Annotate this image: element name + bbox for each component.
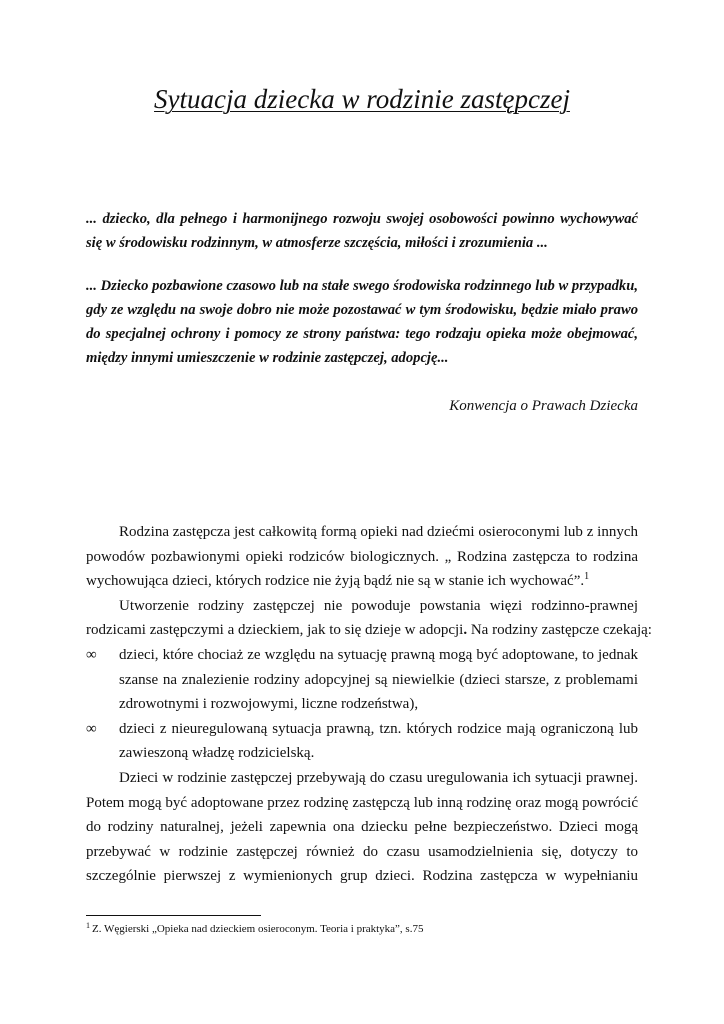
paragraph-line-text: wychowująca dzieci, których rodzice nie żyją bądź nie są w stanie ich wychować”. [86,573,585,590]
paragraph-line [86,618,652,643]
list-item [86,717,638,766]
list-item-line: szanse na znalezienie rodziny adopcyjnej są niewielkie (dzieci starsze, z problemami [119,671,638,688]
paragraph-line: przebywać w rodzinie zastępczej również do czasu usamodzielnienia się, dotyczy to [86,843,638,860]
footnote [86,921,423,937]
paragraph-line: powodów pozbawionymi opieki rodziców biologicznych. „ Rodzina zastępcza to rodzina [86,548,638,565]
body-text [86,520,652,889]
paragraph-line: Dzieci w rodzinie zastępczej przebywają do czasu uregulowania ich sytuacji prawnej. [119,769,638,786]
paragraph-line-tail: Na rodziny zastępcze czekają: [467,622,652,639]
bold-period: . [463,622,468,639]
paragraph-line: Rodzina zastępcza jest całkowitą formą opieki nad dziećmi osieroconymi lub z innych [119,524,638,540]
paragraph-line-text: rodzicami zastępczymi a dzieckiem, jak to się dzieje w adopcji [86,622,464,639]
epigraph-quote-2 [86,274,638,370]
infinity-bullet-icon: ∞ [86,646,97,663]
quote-line: ... Dziecko pozbawione czasowo lub na stałe swego środowiska rodzinnego lub w przypadku, [86,278,638,294]
footnote-reference[interactable]: 1 [584,571,590,583]
list-item [86,643,638,717]
paragraph-line: Potem mogą być adoptowane przez rodzinę zastępczą lub inną rodzinę oraz mogą powrócić [86,794,638,811]
paragraph-line: do rodziny naturalnej, jeżeli zapewnia ona dziecku pełne bezpieczeństwo. Dzieci mogą [86,819,638,836]
paragraph-line: Utworzenie rodziny zastępczej nie powoduje powstania więzi rodzinno-prawnej [119,597,638,614]
epigraph-quote-1 [86,207,638,255]
quote-line: gdy ze względu na swoje dobro nie może pozostawać w tym środowisku, będzie miało prawo [86,302,638,318]
list-item-line: zawieszoną władzę rodzicielską. [119,745,315,762]
footnote-mark: 1 [86,921,90,930]
epigraph-attribution: Konwencja o Prawach Dziecka [449,398,638,414]
paragraph-line: szczególnie pierwszej z wymienionych grup dzieci. Rodzina zastępcza w wypełnianiu [86,868,638,885]
list-item-line: dzieci, które chociaż ze względu na sytuację prawną mogą być adoptowane, to jednak [119,646,638,663]
infinity-bullet-icon: ∞ [86,720,97,737]
footnote-divider [86,915,261,916]
paragraph-line [86,569,638,594]
quote-line: ... dziecko, dla pełnego i harmonijnego rozwoju swojej osobowości powinno wychowywać [86,211,638,227]
quote-line: się w środowisku rodzinnym, w atmosferze szczęścia, miłości i zrozumienia ... [86,235,548,251]
list-item-line: zdrowotnymi i rozwojowymi, liczne rodzeństwa), [119,696,419,713]
list-item-line: dzieci z nieuregulowaną sytuacja prawną, tzn. których rodzice mają ograniczoną lub [119,720,638,737]
page-title: Sytuacja dziecka w rodzinie zastępczej [154,84,570,114]
quote-line: między innymi umieszczenie w rodzinie zastępczej, adopcję... [86,350,449,366]
quote-line: do specjalnej ochrony i pomocy ze strony państwa: tego rodzaju opieka może obejmować, [86,326,638,342]
footnote-text: Z. Węgierski „Opieka nad dzieckiem osieroconym. Teoria i praktyka”, s.75 [92,923,424,935]
